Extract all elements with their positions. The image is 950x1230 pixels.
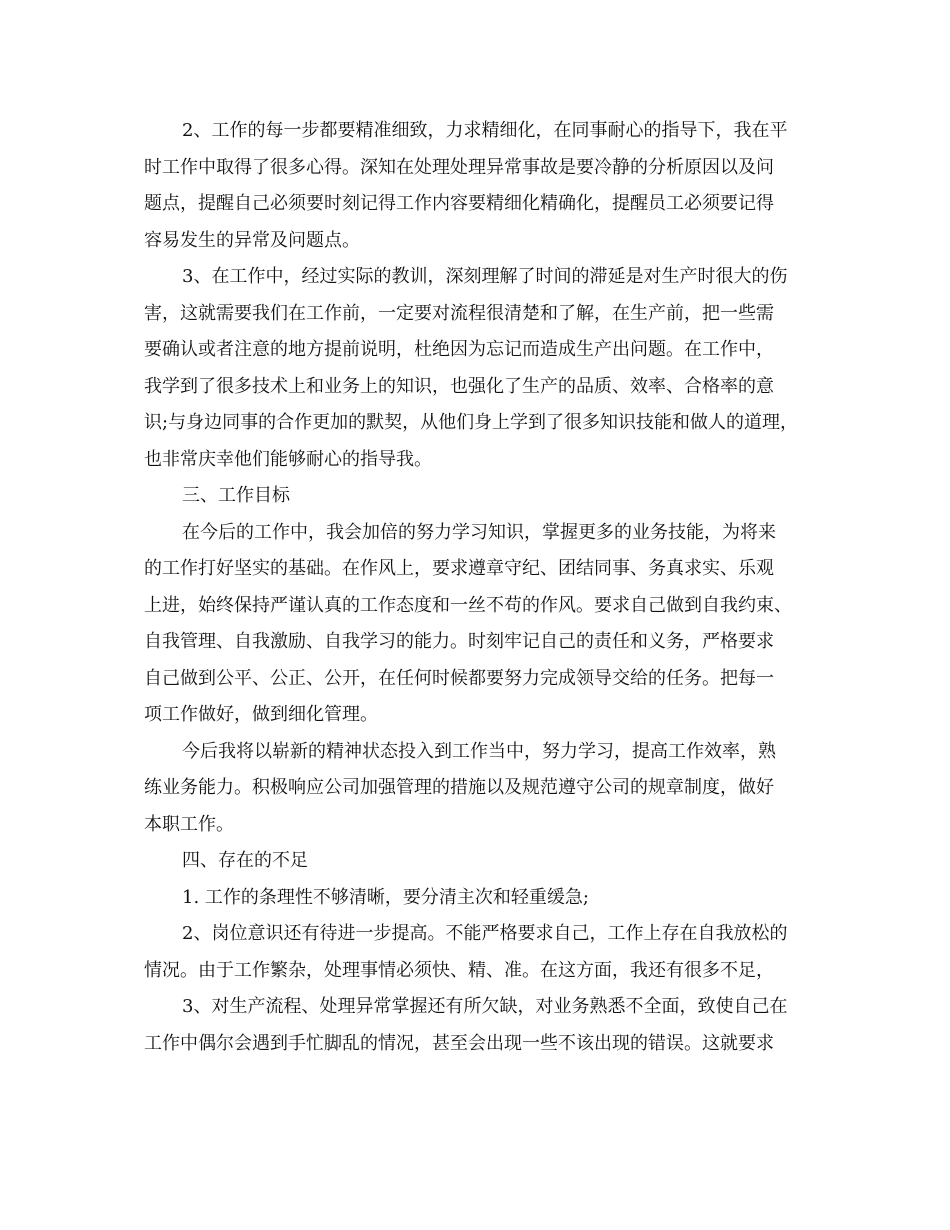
text-line: 项工作做好，做到细化管理。 (144, 704, 378, 725)
text-line: 的工作打好坚实的基础。在作风上，要求遵章守纪、团结同事、务真求实、乐观 (144, 558, 774, 579)
text-line: 容易发生的异常及问题点。 (144, 229, 360, 251)
text-line: 今后我将以崭新的精神状态投入到工作当中，努力学习，提高工作效率，熟 (182, 740, 776, 762)
text-line: 在今后的工作中，我会加倍的努力学习知识，掌握更多的业务技能，为将来 (182, 521, 776, 543)
text-line: 也非常庆幸他们能够耐心的指导我。 (144, 448, 432, 470)
text-line: 要确认或者注意的地方提前说明，杜绝因为忘记而造成生产出问题。在工作中， (144, 339, 774, 360)
document-body (144, 113, 816, 1062)
text-line: 2、工作的每一步都要精准细致，力求精细化，在同事耐心的指导下，我在平 (182, 120, 788, 141)
text-line: 自己做到公平、公正、公开，在任何时候都要努力完成领导交给的任务。把每一 (144, 667, 774, 689)
text-line: 四、存在的不足 (182, 850, 308, 871)
text-line: 害，这就需要我们在工作前，一定要对流程很清楚和了解，在生产前，把一些需 (144, 302, 774, 324)
text-line: 上进，始终保持严谨认真的工作态度和一丝不苟的作风。要求自己做到自我约束、 (144, 594, 792, 616)
text-line: 1. 工作的条理性不够清晰，要分清主次和轻重缓急; (182, 886, 589, 908)
text-line: 练业务能力。积极响应公司加强管理的措施以及规范遵守公司的规章制度，做好 (144, 777, 774, 798)
text-line: 3、对生产流程、处理异常掌握还有所欠缺，对业务熟悉不全面，致使自己在 (182, 996, 788, 1017)
text-line: 3、在工作中，经过实际的教训，深刻理解了时间的滞延是对生产时很大的伤 (182, 266, 788, 287)
text-line: 本职工作。 (144, 813, 234, 835)
text-line: 情况。由于工作繁杂，处理事情必须快、精、准。在这方面，我还有很多不足， (144, 959, 774, 981)
text-line: 题点，提醒自己必须要时刻记得工作内容要精细化精确化，提醒员工必须要记得 (144, 193, 774, 214)
text-line: 2、岗位意识还有待进一步提高。不能严格要求自己，工作上存在自我放松的 (182, 923, 788, 944)
text-line: 我学到了很多技术上和业务上的知识，也强化了生产的品质、效率、合格率的意 (144, 375, 774, 397)
text-line: 三、工作目标 (182, 485, 290, 506)
text-line: 识;与身边同事的合作更加的默契，从他们身上学到了很多知识技能和做人的道理， (144, 412, 799, 433)
text-line: 时工作中取得了很多心得。深知在处理处理异常事故是要冷静的分析原因以及问 (144, 156, 774, 178)
text-line: 自我管理、自我激励、自我学习的能力。时刻牢记自己的责任和义务，严格要求 (144, 631, 774, 652)
text-line: 工作中偶尔会遇到手忙脚乱的情况，甚至会出现一些不该出现的错误。这就要求 (144, 1032, 774, 1054)
